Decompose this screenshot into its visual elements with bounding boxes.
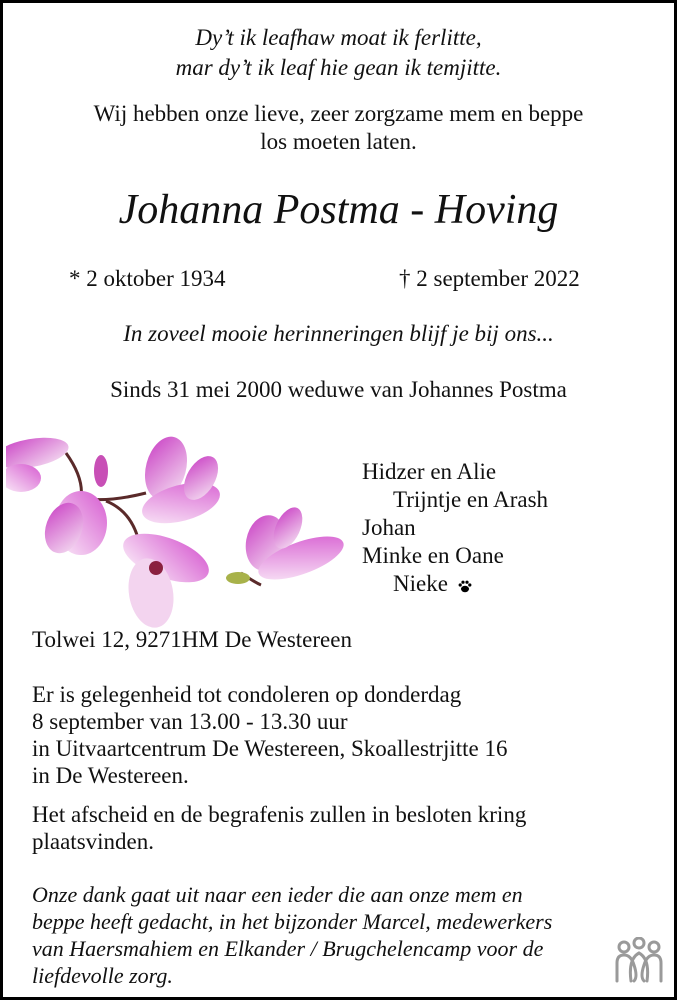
intro-text — [3, 100, 674, 156]
condolence-info — [32, 681, 507, 789]
intro-line-1: Wij hebben onze lieve, zeer zorgzame mem en beppe — [93, 101, 584, 126]
family-member: Trijntje en Arash — [393, 487, 549, 512]
condolence-line: 8 september van 13.00 - 13.30 uur — [32, 709, 348, 734]
family-member: Minke en Oane — [362, 543, 504, 568]
people-group-icon[interactable] — [614, 937, 664, 983]
deceased-name: Johanna Postma - Hoving — [118, 187, 559, 233]
condolence-line: Er is gelegenheid tot condoleren op donderdag — [32, 682, 462, 707]
farewell-line: Het afscheid en de begrafenis zullen in besloten kring — [32, 802, 527, 827]
family-member-with-pet — [362, 570, 548, 598]
thanks-line: liefdevolle zorg. — [32, 963, 173, 988]
family-member: Nieke — [393, 571, 448, 596]
death-date: † 2 september 2022 — [399, 266, 580, 291]
farewell-info — [32, 801, 526, 855]
paw-icon — [458, 579, 472, 593]
thanks-line: van Haersmahiem en Elkander / Brugchelencamp voor de — [32, 936, 544, 961]
family-member: Johan — [362, 515, 416, 540]
condolence-line: in Uitvaartcentrum De Westereen, Skoallestrjitte 16 — [32, 736, 508, 761]
intro-line-2: los moeten laten. — [260, 129, 417, 154]
poem — [3, 23, 674, 83]
condolence-line: in De Westereen. — [32, 763, 189, 788]
farewell-line: plaatsvinden. — [32, 829, 154, 854]
address: Tolwei 12, 9271HM De Westereen — [32, 627, 352, 652]
thanks-line: beppe heeft gedacht, in het bijzonder Marcel, medewerkers — [32, 909, 553, 934]
poem-line-1: Dy’t ik leafhaw moat ik ferlitte, — [195, 25, 482, 50]
thanks-text — [32, 881, 552, 989]
motto: In zoveel mooie herinneringen blijf je bij ons... — [123, 321, 554, 346]
family-member: Hidzer en Alie — [362, 459, 497, 484]
family-list — [362, 458, 548, 598]
widow-line: Sinds 31 mei 2000 weduwe van Johannes Postma — [110, 377, 567, 402]
birth-date: * 2 oktober 1934 — [69, 266, 226, 291]
poem-line-2: mar dy’t ik leaf hie gean ik temjitte. — [175, 55, 502, 80]
magnolia-flower-image — [6, 423, 351, 628]
thanks-line: Onze dank gaat uit naar een ieder die aan onze mem en — [32, 882, 523, 907]
